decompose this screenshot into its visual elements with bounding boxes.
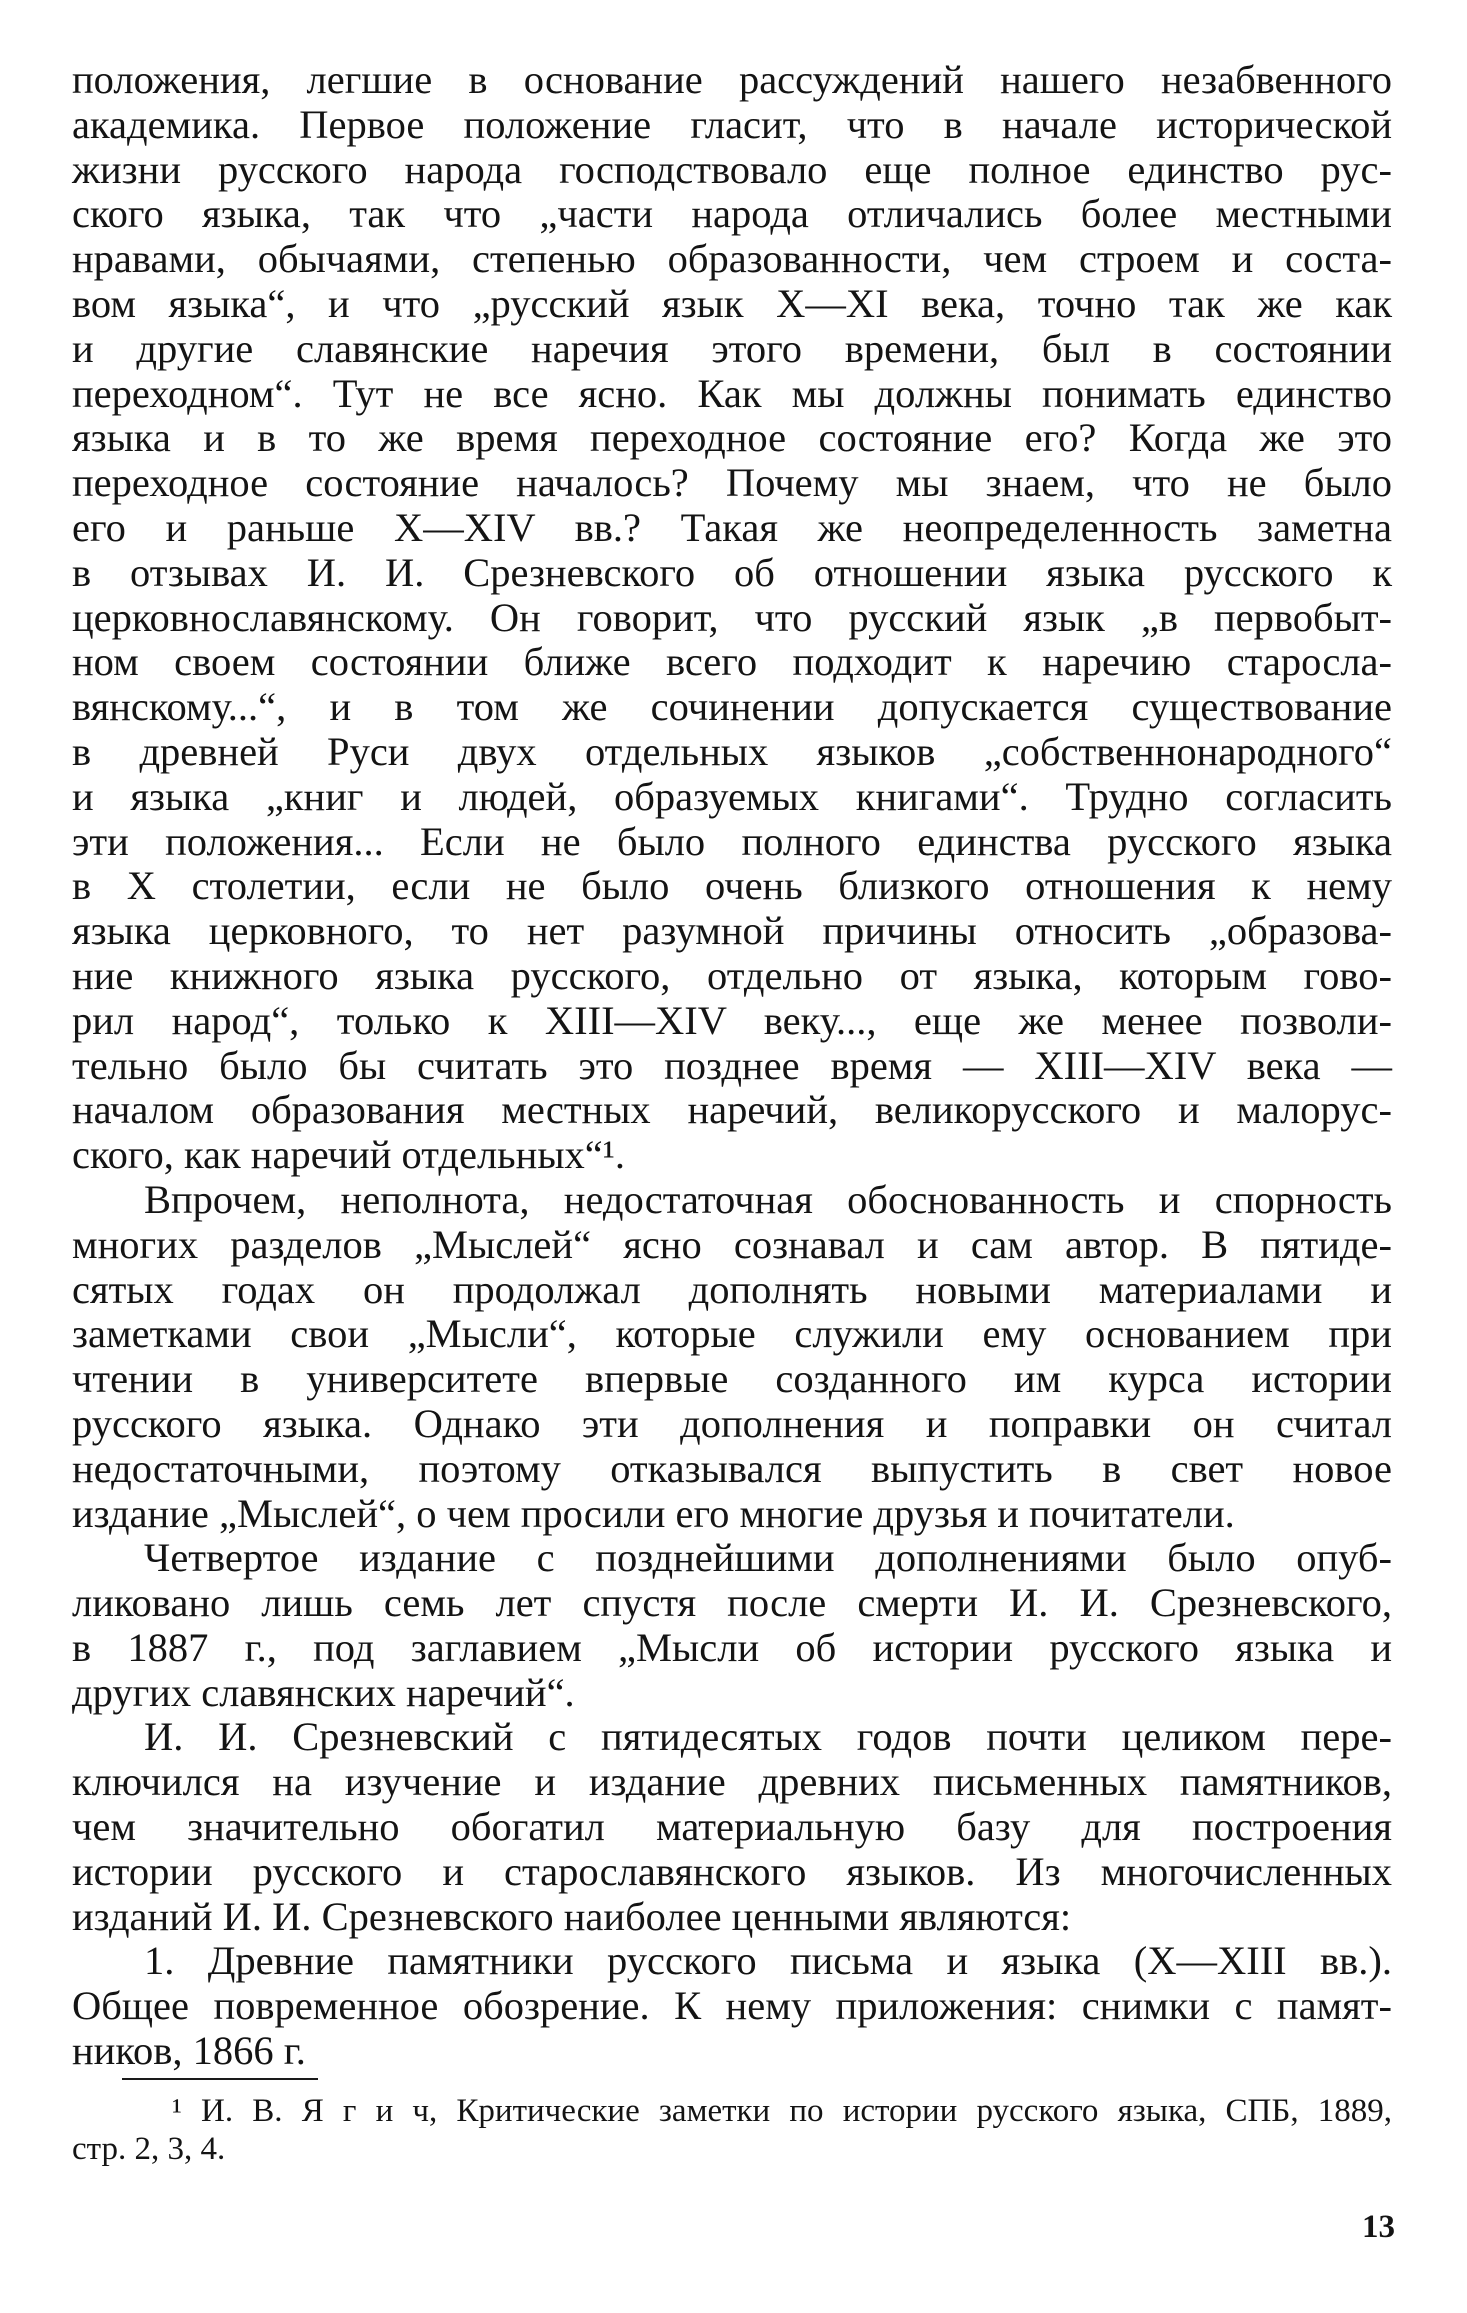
text-line: вом языка“, и что „русский язык X—XI века, точно так же как bbox=[72, 280, 1392, 326]
text-line: и другие славянские наречия этого времени, был в состоянии bbox=[72, 325, 1392, 371]
main-text bbox=[72, 58, 1392, 2074]
text-line: академика. Первое положение гласит, что в начале исторической bbox=[72, 101, 1392, 147]
text-line: недостаточными, поэтому отказывался выпустить в свет новое bbox=[72, 1445, 1392, 1491]
text-line: рил народ“, только к XIII—XIV веку..., еще же менее позволи- bbox=[72, 997, 1392, 1043]
text-line: Общее повременное обозрение. К нему приложения: снимки с памят- bbox=[72, 1983, 1392, 2029]
text-line: Впрочем, неполнота, недостаточная обоснованность и спорность bbox=[144, 1176, 1392, 1222]
text-line: чем значительно обогатил материальную базу для построения bbox=[72, 1804, 1392, 1850]
text-line: эти положения... Если не было полного единства русского языка bbox=[72, 818, 1392, 864]
text-line: переходное состояние началось? Почему мы знаем, что не было bbox=[72, 460, 1392, 506]
text-line: истории русского и старославянского языков. Из многочисленных bbox=[72, 1848, 1392, 1894]
text-line: Четвертое издание с позднейшими дополнениями было опуб- bbox=[144, 1535, 1392, 1581]
text-line: русского языка. Однако эти дополнения и поправки он считал bbox=[72, 1400, 1392, 1446]
footnote-line: ¹ И. В. Я г и ч, Критические заметки по истории русского языка, СПБ, 1889, bbox=[172, 2093, 1392, 2129]
text-line: церковнославянскому. Он говорит, что русский язык „в первобыт- bbox=[72, 594, 1392, 640]
text-line: ников, 1866 г. bbox=[72, 2028, 306, 2074]
text-line: изданий И. И. Срезневского наиболее ценными являются: bbox=[72, 1893, 1072, 1939]
text-line: заметками свои „Мысли“, которые служили ему основанием при bbox=[72, 1311, 1392, 1357]
text-line: в древней Руси двух отдельных языков „собственнонародного“ bbox=[72, 728, 1392, 774]
text-line: языка и в то же время переходное состояние его? Когда же это bbox=[72, 415, 1392, 461]
text-line: в X столетии, если не было очень близкого отношения к нему bbox=[72, 863, 1392, 909]
text-line: И. И. Срезневский с пятидесятых годов почти целиком пере- bbox=[144, 1714, 1392, 1760]
text-line: 1. Древние памятники русского письма и языка (X—XIII вв.). bbox=[144, 1938, 1392, 1984]
text-line: нравами, обычаями, степенью образованности, чем строем и соста- bbox=[72, 236, 1392, 282]
text-line: началом образования местных наречий, великорусского и малорус- bbox=[72, 1087, 1392, 1133]
text-line: его и раньше X—XIV вв.? Такая же неопределенность заметна bbox=[72, 504, 1392, 550]
text-line: в отзывах И. И. Срезневского об отношении языка русского к bbox=[72, 549, 1392, 595]
text-line: переходном“. Тут не все ясно. Как мы должны понимать единство bbox=[72, 370, 1392, 416]
text-line: ского, как наречий отдельных“¹. bbox=[72, 1132, 626, 1178]
footnote-divider bbox=[122, 2078, 318, 2080]
text-line: ключился на изучение и издание древних письменных памятников, bbox=[72, 1759, 1392, 1805]
text-line: и языка „книг и людей, образуемых книгами“. Трудно согласить bbox=[72, 773, 1392, 819]
text-line: тельно было бы считать это позднее время — XIII—XIV века — bbox=[72, 1042, 1392, 1088]
page-number: 13 bbox=[1362, 2209, 1395, 2245]
text-line: жизни русского народа господствовало еще полное единство рус- bbox=[72, 146, 1392, 192]
footnote bbox=[72, 2092, 1392, 2168]
text-line: ликовано лишь семь лет спустя после смерти И. И. Срезневского, bbox=[72, 1580, 1392, 1626]
text-line: сятых годах он продолжал дополнять новыми материалами и bbox=[72, 1266, 1392, 1312]
text-line: положения, легшие в основание рассуждений нашего незабвенного bbox=[72, 57, 1392, 102]
text-line: вянскому...“, и в том же сочинении допускается существование bbox=[72, 684, 1392, 730]
footnote-line: стр. 2, 3, 4. bbox=[72, 2131, 226, 2167]
text-line: языка церковного, то нет разумной причины относить „образова- bbox=[72, 908, 1392, 954]
text-line: ном своем состоянии ближе всего подходит к наречию старосла- bbox=[72, 639, 1392, 685]
text-line: издание „Мыслей“, о чем просили его многие друзья и почитатели. bbox=[72, 1490, 1235, 1536]
text-line: ние книжного языка русского, отдельно от языка, которым гово- bbox=[72, 952, 1392, 998]
text-line: ского языка, так что „части народа отличались более местными bbox=[72, 191, 1392, 237]
text-line: в 1887 г., под заглавием „Мысли об истории русского языка и bbox=[72, 1624, 1392, 1670]
text-line: многих разделов „Мыслей“ ясно сознавал и сам автор. В пятиде- bbox=[72, 1221, 1392, 1267]
text-line: других славянских наречий“. bbox=[72, 1669, 575, 1715]
text-line: чтении в университете впервые созданного им курса истории bbox=[72, 1356, 1392, 1402]
